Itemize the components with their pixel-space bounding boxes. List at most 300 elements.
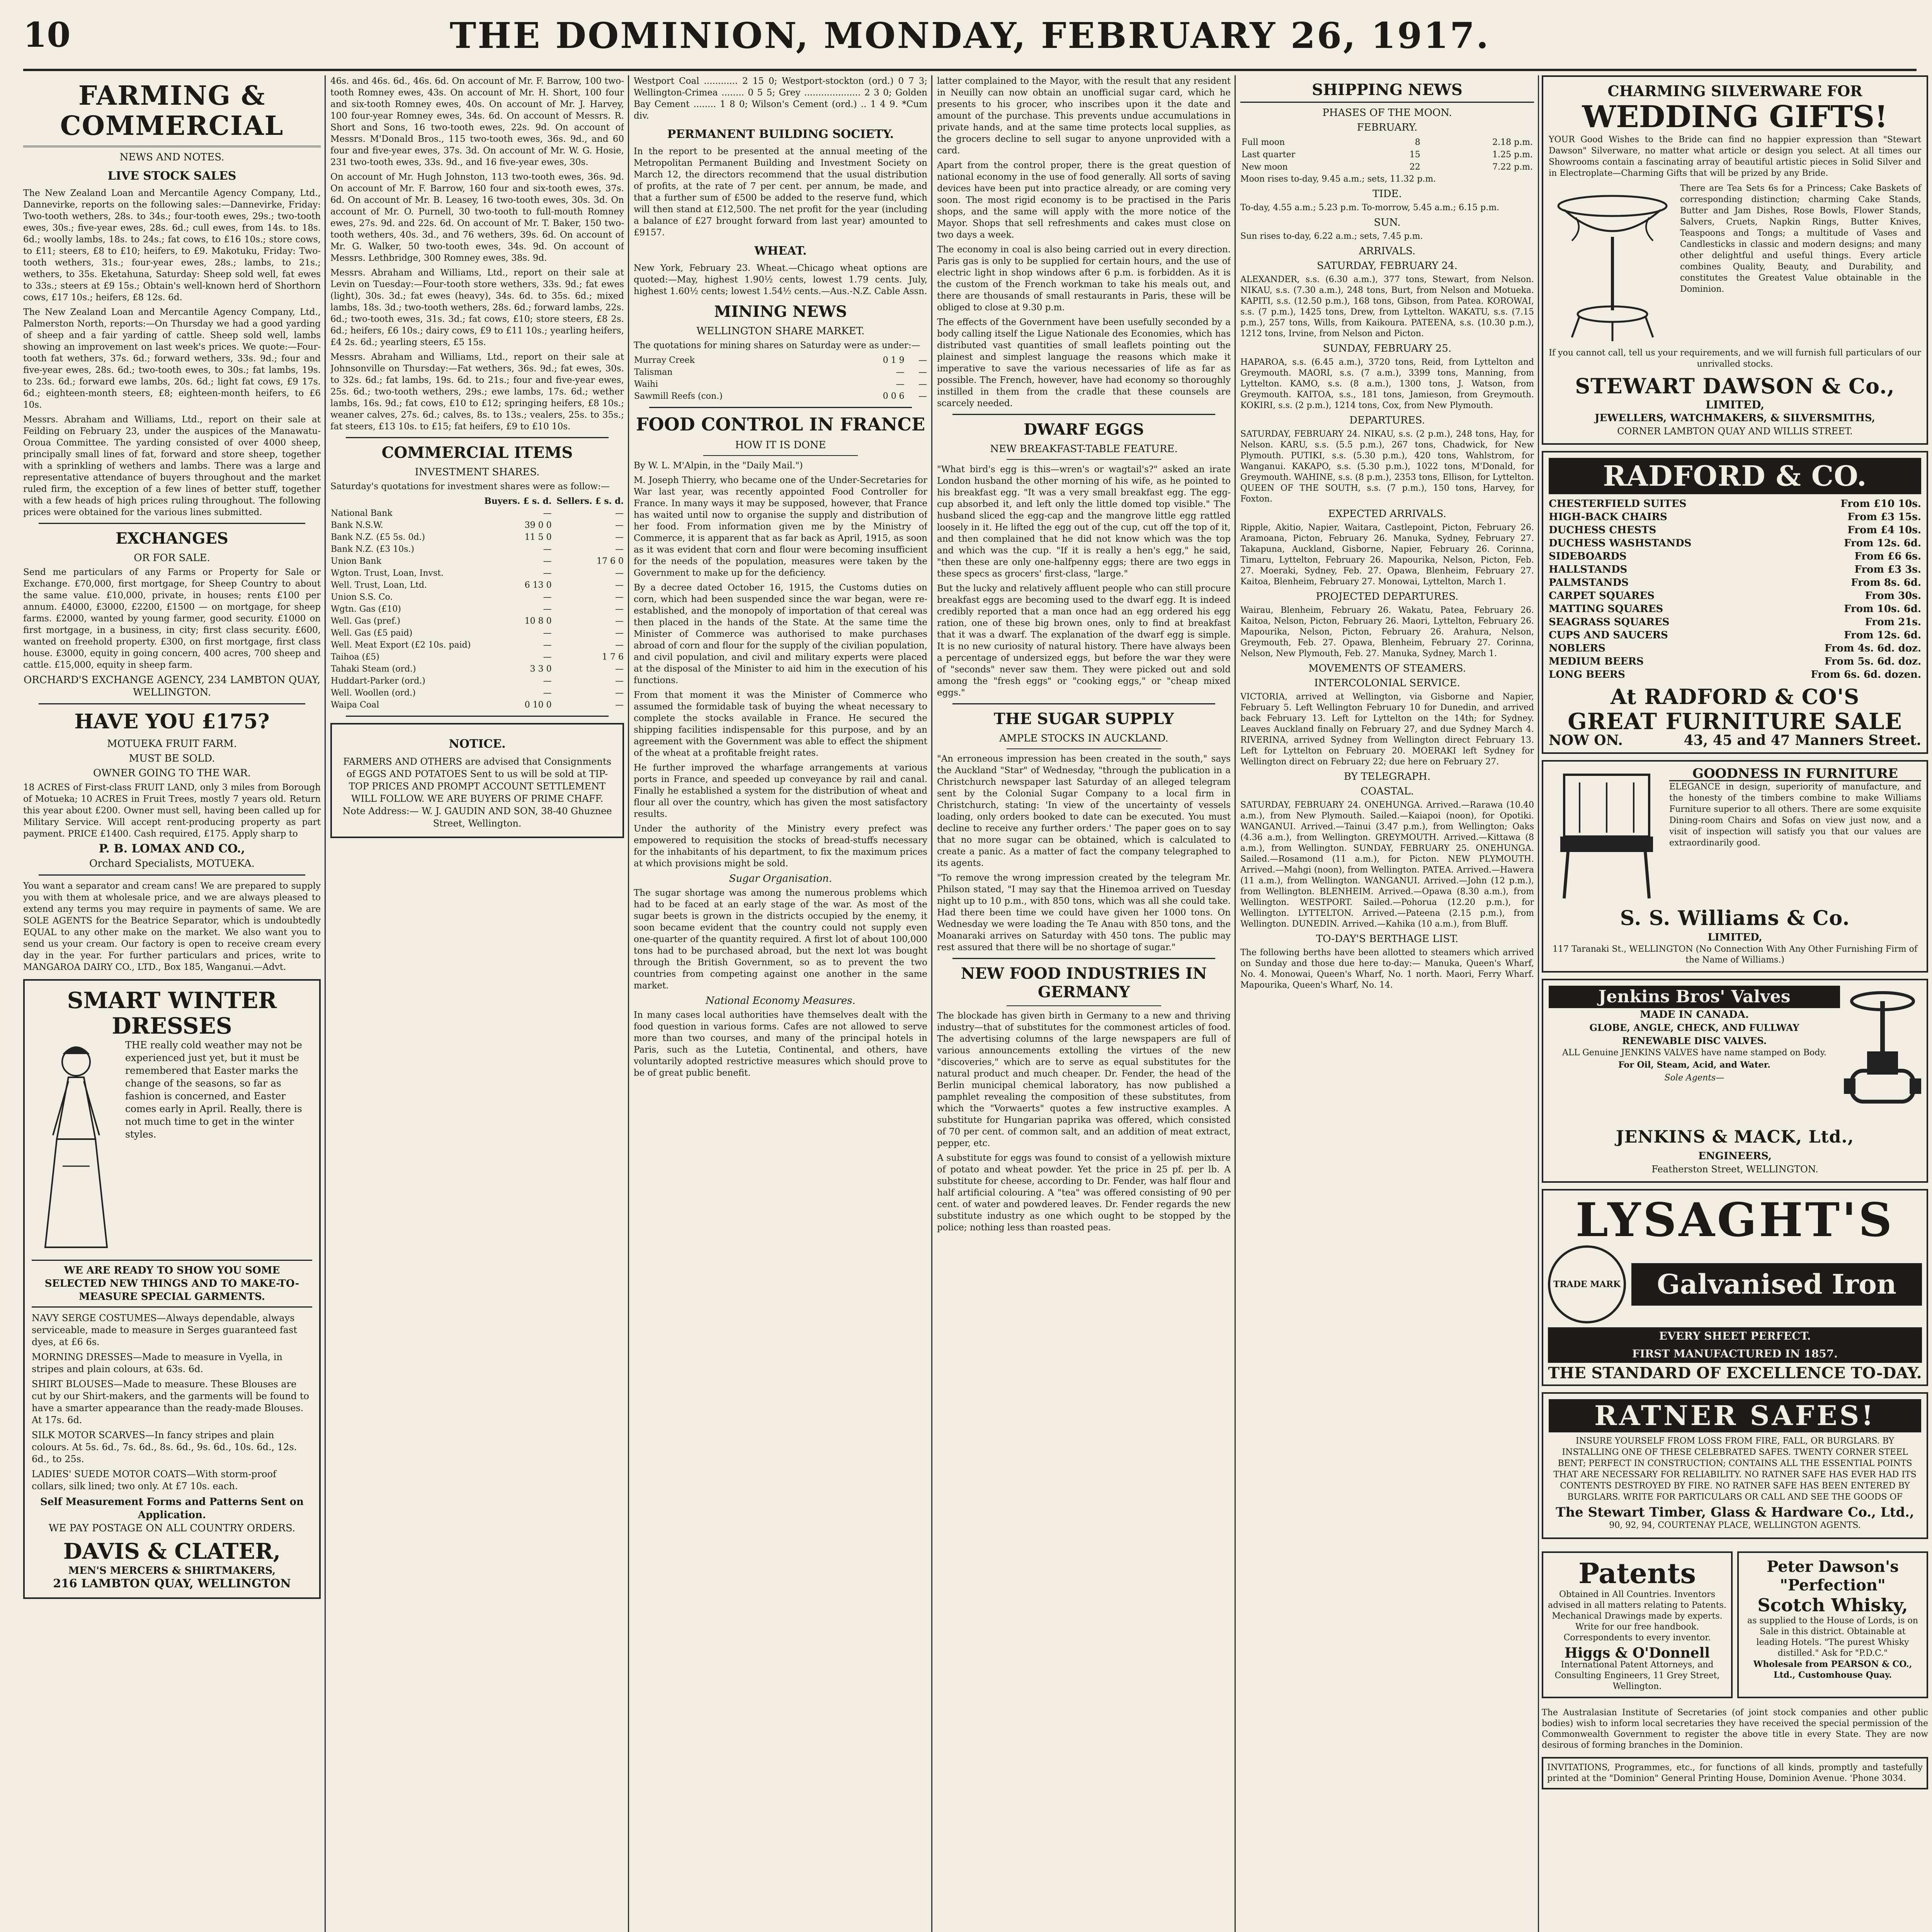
table-cell: 6 13 0 (524, 580, 552, 590)
article-paragraph: But the lucky and relatively affluent people who can still procure breakfast eggs are becoming used to the dwarf egg. It is indeed credibly reported that a man once had an egg ordered his egg ration, one of these big brown ones, only to find at breakfast that it was a dwarf. The explanation of the dwarf egg is simple. It is no new curiosity of natural history. There have always been a percentage of undersized eggs, but before the war they were of "seconds" never saw them. They were picked out and sold among the "fresh eggs" or "cooking eggs," or "cheap mixed eggs." (937, 583, 1231, 698)
divider (39, 874, 305, 876)
notice-text: FARMERS AND OTHERS are advised that Consignments of EGGS AND POTATOES Sent to us will be sold at TIP-TOP PRICES AND PROMPT ACCOUNT SETTLEMENT WILL FOLLOW. WE ARE BUYERS OF PRIME CHAFF. Note Address:— W. J. GAUDIN AND SON, 38-40 Ghuznee Street, Wellington. (342, 756, 612, 829)
table-cell: — (615, 509, 624, 518)
table-row (330, 651, 624, 663)
wheat-heading: WHEAT. (754, 244, 807, 258)
table-cell: 22 (1409, 162, 1420, 172)
sugar-organisation-heading: Sugar Organisation. (729, 873, 832, 884)
price-value: From 4s. 6d. doz. (1824, 643, 1921, 654)
table-row (634, 366, 927, 378)
column-5 (1240, 75, 1534, 1932)
price-row (1549, 668, 1921, 681)
price-value: From £3 3s. (1854, 564, 1921, 575)
price-value: From 12s. 6d. (1844, 537, 1921, 549)
table-cell: — (543, 628, 552, 638)
smart-item: SHIRT BLOUSES—Made to measure. These Blouses are cut by our Shirt-makers, and the garments will be found to have a smarter appearance than the ready-made Blouses. At 17s. 6d. (32, 1379, 309, 1425)
must-be-sold: MUST BE SOLD. (129, 753, 215, 764)
price-value: From £4 10s. (1847, 524, 1921, 536)
radford-now: NOW ON. (1549, 732, 1623, 748)
jenkins-valves-ad (1542, 979, 1928, 1183)
article-paragraph: A substitute for eggs was found to consist of a yellowish mixture of potato and wheat powder. Yet the price in 25 pf. per lb. A substitute for cheese, according to Dr. Fender, was half flour and half artificial colouring. A "tea" was offered consisting of 90 per cent. of water and powdered leaves. Dr. Fender regards the new substitute industry as one which ought to be stopped by the police; nothing less than roasted peas. (937, 1153, 1231, 1233)
table-cell: 0 0 6 (883, 391, 905, 401)
berthage-heading: TO-DAY'S BERTHAGE LIST. (1316, 933, 1459, 945)
intercolonial-heading: INTERCOLONIAL SERVICE. (1314, 677, 1460, 689)
table-row (1241, 162, 1533, 173)
divider (346, 716, 609, 717)
expected-heading: EXPECTED ARRIVALS. (1328, 508, 1446, 520)
divider (39, 523, 305, 524)
article-paragraph: On account of Mr. Hugh Johnston, 113 two-tooth ewes, 36s. 9d. On account of Mr. F. Barrow, 160 four and six-tooth ewes, 37s. 6d. On account of Mr. B. Leasey, 16 two-tooth ewes, 30s. 3d. On account of Mr. O. Purnell, 30 two-tooth to full-mouth Romney ewes, 27s. 9d. and 22s. 6d. On account of Mr. T. Baker, 150 two-tooth wethers, 40s. 3d., and 76 wethers, 39s. 6d. On account of Mr. G. Walker, 50 two-tooth ewes, 34s. 9d. On account of Messrs. Lethbridge, 300 Romney ewes, 38s. 9d. (330, 172, 624, 263)
ratner-firm: The Stewart Timber, Glass & Hardware Co., Ltd., (1556, 1505, 1914, 1520)
article-paragraph: "What bird's egg is this—wren's or wagtail's?" asked an irate London husband the other morning of his wife, as he pointed to his breakfast egg. "It was a very small breakfast egg. The egg-cup absorbed it, and left only the little domed top visible." The husband sliced the egg-cap and the mangrove little egg rattled loosely in it. He lifted the egg out of the cup, cut off the top of it, and then complained that he did not know which was the top and which was the cup. "If it is really a hen's egg," he said, "then these are only one-halfpenny eggs; there are two eggs in these specs as grocers' first-class, "large." (937, 464, 1231, 579)
table-cell: Full moon (1242, 138, 1285, 147)
williams-address: 117 Taranaki St., WELLINGTON (No Connection With Any Other Furnishing Firm of the Name of Williams.) (1553, 944, 1917, 965)
divider (952, 958, 1215, 959)
price-value: From 12s. 6d. (1844, 629, 1921, 641)
table-cell: Well. Woollen (ord.) (331, 688, 416, 698)
arrivals-heading: ARRIVALS. (1359, 245, 1416, 257)
silverware-call: If you cannot call, tell us your requirements, and we will furnish full particulars of our unrivalled stocks. (1549, 348, 1921, 369)
column-rule (325, 75, 326, 1932)
tide-text: To-day, 4.55 a.m.; 5.23 p.m. To-morrow, 5.45 a.m.; 6.15 p.m. (1240, 203, 1500, 213)
column-3 (634, 75, 927, 1932)
table-cell: 17 6 0 (597, 556, 624, 566)
silverware-title: WEDDING GIFTS! (1582, 99, 1888, 134)
price-item: CARPET SQUARES (1549, 590, 1655, 602)
table-cell: — (615, 592, 624, 602)
mining-note: The quotations for mining shares on Saturday were as under:— (634, 340, 920, 350)
table-header (330, 495, 480, 507)
smart-ad-ready: WE ARE READY TO SHOW YOU SOME SELECTED NEW THINGS AND TO MAKE-TO-MEASURE SPECIAL GARMENTS. (32, 1260, 312, 1308)
table-cell: — (615, 544, 624, 554)
article-paragraph: From that moment it was the Minister of Commerce who assumed the formidable task of buying the wheat necessary to complete the stocks available in France. He secured the shipping facilities indispensable for this purpose, and by an agreement with the Government was able to effect the shipment of the wheat at a profitable freight rates. (634, 690, 927, 758)
table-cell: — (615, 520, 624, 530)
article-paragraph: M. Joseph Thierry, who became one of the Under-Secretaries for War last year, was recently appointed Food Controller for France. In many ways it may be supposed, however, that France has waited until now to organise the supply and distribution of her food. From information given me by the Ministry of Commerce, it is apparent that as far back as April, 1915, as soon as it was evident that corn and flour were becoming insufficient for the needs of the population, measures were taken by the Government to make up for the deficiency. (634, 475, 927, 578)
divider (649, 407, 912, 408)
price-row (1549, 642, 1921, 655)
price-item: MATTING SQUARES (1549, 603, 1663, 615)
price-row (1549, 563, 1921, 576)
goodness-text: ELEGANCE in design, superiority of manufacture, and the honesty of the timbers combine to make Williams Furniture superior to all others. There are some exquisite Dining-room Chairs and Sofas on view just now, and a visit of inspection will satisfy you that our values are extraordinarily good. (1669, 782, 1921, 848)
price-value: From 21s. (1865, 616, 1921, 628)
table-header: Buyers. £ s. d. (484, 496, 552, 506)
live-stock-heading: LIVE STOCK SALES (107, 169, 236, 183)
article-paragraph: The New Zealand Loan and Mercantile Agency Company, Ltd., Dannevirke, reports on the following sales:—Dannevirke, Friday: Two-tooth wethers, 28s. to 34s.; four-tooth ewes, 29s.; two-tooth ewes, 30s.; five-year ewes, 28s. 6d.; cull ewes, from 14s. to 18s. 6d.; woolly lambs, 18s. to 24s.; fat cows, to £16 10s.; store cows, to £11; steers, £8 to £10; heifers, to £9. Makotuku, Friday: Two-tooth wethers, 31s.; four-year ewes, 28s.; lambs, to 21s.; wethers, to 35s. Eketahuna, Saturday: Sheep sold well, fat ewes to 33s.; steers at £9 15s.; Obtain's well-known herd of Shorthorn cows, £17 10s.; heifers, £8 12s. 6d. (23, 188, 321, 303)
sun-text: Sun rises to-day, 6.22 a.m.; sets, 7.45 p.m. (1240, 231, 1423, 241)
price-row (1549, 510, 1921, 524)
price-item: SIDEBOARDS (1549, 551, 1627, 562)
patents-text: Obtained in All Countries. Inventors advised in all matters relating to Patents. Mechanical Drawings made by experts. Write for our free handbook. Correspondents to every inventor. (1548, 1590, 1726, 1643)
shipping-heading: SHIPPING NEWS (1240, 81, 1534, 103)
lady-figure-icon (32, 1039, 121, 1255)
price-row (1549, 616, 1921, 629)
projected-text: Wairau, Blenheim, February 26. Wakatu, Patea, February 26. Kaitoa, Nelson, Picton, February 26. Maori, Lyttelton, February 26. Mapourika, Nelson, Picton, February 26. Arahura, Nelson, Greymouth, Feb. 27. Opawa, Blenheim, February 27. Corinna, Nelson, New Plymouth, Feb. 27. Manuka, Sydney, March 1. (1240, 605, 1534, 658)
lysaght-perfect: EVERY SHEET PERFECT. (1548, 1327, 1922, 1345)
investment-heading: INVESTMENT SHARES. (415, 466, 540, 478)
table-cell: 3 3 0 (530, 664, 552, 674)
table-row (1241, 137, 1533, 148)
table-cell: Tahaki Steam (ord.) (331, 664, 416, 674)
column-4 (937, 75, 1231, 1932)
column-rule (1235, 75, 1236, 1932)
smart-ad-title: SMART WINTER DRESSES (67, 987, 277, 1039)
table-row (330, 639, 624, 651)
commercial-heading: COMMERCIAL ITEMS (381, 444, 573, 462)
notice-heading: NOTICE. (449, 737, 506, 751)
ratner-name: RATNER SAFES! (1549, 1399, 1921, 1432)
davis-address: 216 LAMBTON QUAY, WELLINGTON (53, 1577, 291, 1590)
smart-postage: WE PAY POSTAGE ON ALL COUNTRY ORDERS. (48, 1522, 296, 1534)
table-cell: Last quarter (1242, 150, 1296, 160)
exchanges-subheading: OR FOR SALE. (134, 552, 210, 564)
ratner-address: 90, 92, 94, COURTENAY PLACE, WELLINGTON AGENTS. (1609, 1520, 1861, 1530)
table-cell: 1.25 p.m. (1492, 150, 1533, 160)
trade-mark-label: TRADE MARK (1553, 1279, 1621, 1289)
stewart-dawson-name: STEWART DAWSON & Co., (1575, 374, 1895, 398)
table-cell: Well. Trust, Loan, Ltd. (331, 580, 427, 590)
table-cell: Union S.S. Co. (331, 592, 393, 602)
table-cell: — (543, 509, 552, 518)
exchanges-heading: EXCHANGES (116, 529, 228, 548)
projected-heading: PROJECTED DEPARTURES. (1316, 591, 1459, 602)
table-cell: — (543, 688, 552, 698)
table-header: Sellers. £ s. d. (556, 496, 624, 506)
table-cell: — (543, 556, 552, 566)
table-cell: — (543, 592, 552, 602)
williams-ltd: LIMITED, (1708, 932, 1762, 943)
lomax-sub: Orchard Specialists, MOTUEKA. (89, 858, 255, 869)
table-cell: Well. Gas (£5 paid) (331, 628, 413, 638)
table-cell: New moon (1242, 162, 1288, 172)
stewart-ltd: LIMITED, (1705, 398, 1765, 411)
price-row (1549, 629, 1921, 642)
smart-ad-intro: THE really cold weather may not be experienced just yet, but it must be remembered that Easter marks the change of the seasons, so far as fashion is concerned, and Easter comes early in April. Really, there is not much time to get in the winter styles. (125, 1039, 302, 1140)
departures-text: SATURDAY, FEBRUARY 24. NIKAU, s.s. (2 p.m.), 248 tons, Hay, for Nelson. KARU, s.s. (5.5 p.m.), 267 tons, Chadwick, for New Plymouth. PUTIKI, s.s. (5.30 p.m.), 420 tons, Wahlstrom, for Wanganui. KAKAPO, s.s. (5.30 p.m.), 1022 tons, M'Donald, for Greymouth. WAHINE, s.s. (8 p.m.), 2353 tons, Ellison, for Lyttelton. QUEEN OF THE SOUTH, s.s. (7 p.m.), 150 tons, Harvey, for Foxton. (1240, 429, 1534, 504)
davis-sub: MEN'S MERCERS & SHIRTMAKERS, (68, 1565, 276, 1577)
table-cell: 10 8 0 (524, 616, 552, 626)
notice-ad (330, 723, 624, 838)
divider (1007, 459, 1161, 460)
lysaght-name: LYSAGHT'S (1575, 1193, 1895, 1247)
table-row (330, 663, 624, 675)
price-item: DUCHESS WASHSTANDS (1549, 537, 1692, 549)
williams-name: S. S. Williams & Co. (1620, 906, 1850, 930)
table-cell: Bank N.S.W. (331, 520, 383, 530)
jenkins-renewable: RENEWABLE DISC VALVES. (1622, 1035, 1767, 1046)
section-title: FARMING & COMMERCIAL (23, 81, 321, 147)
telegraph-heading: BY TELEGRAPH. (1344, 771, 1431, 782)
price-value: From 6s. 6d. dozen. (1811, 669, 1921, 680)
table-cell: — (896, 367, 905, 377)
radford-price-list (1549, 497, 1921, 681)
bottom-ads-row (1542, 1545, 1928, 1704)
article-paragraph: The effects of the Government have been usefully seconded by a body calling itself the Ligue Nationale des Economies, which has distributed vast quantities of small leaflets pointing out the plainest and simplest language the reasons which make it imperative to save the various necessaries of life as far as possible. The French, however, have had economy so thoroughly instilled in them from the cradle that these counsels are scarcely needed. (937, 317, 1231, 408)
table-cell: Murray Creek (634, 355, 695, 365)
table-row (330, 615, 624, 627)
table-cell: — (543, 652, 552, 662)
table-row (330, 507, 624, 519)
divider (39, 703, 305, 704)
dawson-agents: Wholesale from PEARSON & CO., Ltd., Customhouse Quay. (1753, 1659, 1912, 1680)
food-byline: By W. L. M'Alpin, in the "Daily Mail.") (634, 461, 803, 471)
table-cell: Bank N.Z. (£3 10s.) (331, 544, 414, 554)
mining-heading: MINING NEWS (714, 303, 847, 321)
price-item: MEDIUM BEERS (1549, 656, 1644, 667)
smart-item: MORNING DRESSES—Made to measure in Vyella, in stripes and plain colours, at 63s. 6d. (32, 1352, 282, 1374)
owner-going: OWNER GOING TO THE WAR. (93, 767, 251, 779)
sugar-supply-heading: THE SUGAR SUPPLY (993, 710, 1174, 728)
table-row (634, 390, 927, 402)
table-cell: — (615, 640, 624, 650)
invitations-notice: INVITATIONS, Programmes, etc., for functions of all kinds, promptly and tastefully printed at the "Dominion" General Printing House, Dominion Avenue. 'Phone 3034. (1542, 1757, 1928, 1789)
article-paragraph: In many cases local authorities have themselves dealt with the food question in various forms. Cafes are not allowed to serve more than two courses, and many of the principal hotels in Paris, such as the Lutetia, Continental, and others, have voluntarily adopted restrictive measures which should prove to be of great public benefit. (634, 1010, 927, 1078)
table-cell: Well. Gas (pref.) (331, 616, 401, 626)
table-cell: — (543, 676, 552, 686)
article-paragraph: New York, February 23. Wheat.—Chicago wheat options are quoted:—May, highest 1.90½ cents, lowest 1.79 cents. July, highest 1.60½ cents; lowest 1.54½ cents.—Aus.-N.Z. Cable Assn. (634, 263, 927, 296)
table-row (330, 531, 624, 543)
article-paragraph: Apart from the control proper, there is the great question of national economy in the use of food generally. All sorts of saving devices have been put into practice already, or are coming very soon. The most rigid economy is to be practised in the Paris shops, and the same will apply with the more notice of the Mayor. Shops that sell refreshments and cakes must close on two days a week. (937, 160, 1231, 240)
price-row (1549, 550, 1921, 563)
table-cell: — (615, 628, 624, 638)
patents-heading: Patents (1578, 1557, 1696, 1590)
article-paragraph: 46s. and 46s. 6d., 46s. 6d. On account of Mr. F. Barrow, 100 two-tooth Romney ewes, 43s. On account of Mr. H. Short, 100 four and six-tooth Romney ewes, 40s. On account of Mr. J. Harvey, 100 four-year Romney ewes, 34s. 6d. On account of Messrs. R. Short and Sons, 16 two-tooth ewes, 22s. 9d. On account of Messrs. M'Donald Bros., 115 two-tooth ewes, 36s. 9d., and 60 four and five-year ewes, 37s. 3d. On account of Mr. W. G. Hosie, 231 two-tooth ewes, 33s. 9d., and 16 five-year ewes, 30s. (330, 76, 624, 167)
table-cell: Huddart-Parker (ord.) (331, 676, 425, 686)
chair-icon (1549, 767, 1665, 906)
article-paragraph: You want a separator and cream cans! We are prepared to supply you with them at wholesale price, and we are always pleased to extend any terms you may require in payments of same. We are SOLE AGENTS for the Beatrice Separator, which is undoubtedly EQUAL to any other make on the market. We also want you to send us your cream. Our factory is open to receive cream every day in the year. For further particulars and prices, write to MANGAROA DAIRY CO., LTD., Box 185, Wanganui.—Advt. (23, 881, 321, 972)
table-cell: — (615, 568, 624, 578)
table-cell: — (896, 379, 905, 389)
table-cell: — (615, 532, 624, 542)
table-cell: Wgtn. Gas (£10) (331, 604, 401, 614)
institute-notice: The Australasian Institute of Secretaries (of joint stock companies and other public bodies) wish to inform local secretaries they have received the special permission of the Commonwealth Government to register the above title in every State. They are now desirous of forming branches in the Dominion. (1542, 1708, 1928, 1750)
dawson-product: Scotch Whisky, (1757, 1595, 1908, 1616)
article-paragraph: The blockade has given birth in Germany to a new and thriving industry—that of substitutes for the commonest articles of food. The advertising columns of the large newspapers are full of various announcements extolling the virtues of the new "discoveries," which are to serve as equal substitutes for the natural product and much cheaper. Dr. Fender, the head of the Berlin municipal chemical laboratory, has now published a pamphlet revealing the composition of these substitutes, from which the "Vorwaerts" quotes a few instructive examples. A substitute for Hungarian paprika was offered, which consisted of 70 per cent. of common salt, and an addition of meat extract, pepper, etc. (937, 1011, 1231, 1148)
advertisement-column (1542, 75, 1928, 1932)
article-paragraph: He further improved the wharfage arrangements at various ports in France, and speeded up conveyance by rail and canal. Finally he established a system for the distribution of wheat and flour all over the country, which has given the most satisfactory results. (634, 763, 927, 819)
arrivals-date: SUNDAY, FEBRUARY 25. (1323, 343, 1452, 354)
cake-stand-icon (1549, 183, 1676, 345)
jenkins-agents: Sole Agents— (1664, 1073, 1725, 1083)
have-you-heading: HAVE YOU £175? (74, 710, 270, 733)
table-row (634, 354, 927, 366)
dawson-perfection: "Perfection" (1780, 1576, 1886, 1594)
article-paragraph: 18 ACRES of First-class FRUIT LAND, only 3 miles from Borough of Motueka; 10 ACRES in Fruit Trees, mostly 7 years old. Return this year about £200. Owner must sell, having been called up for Military Service. Will accept rent-producing property as part payment. PRICE £1400. Cash required, £175. Apply sharp to (23, 782, 321, 839)
lysaght-standard: THE STANDARD OF EXCELLENCE TO-DAY. (1548, 1364, 1922, 1382)
sugar-supply-subheading: AMPLE STOCKS IN AUCKLAND. (999, 733, 1168, 744)
lomax-name: P. B. LOMAX AND CO., (99, 842, 245, 855)
jenkins-for: For Oil, Steam, Acid, and Water. (1618, 1060, 1770, 1070)
price-item: NOBLERS (1549, 643, 1605, 654)
price-value: From £3 15s. (1847, 511, 1921, 523)
column-rule (628, 75, 629, 1932)
article-paragraph: The New Zealand Loan and Mercantile Agency Company, Ltd., Palmerston North, reports:—On Thursday we had a good yarding of sheep and a fair yarding of cattle. Sheep sold well, lambs showing an improvement on last week's prices. We quote:—Four-tooth fat wethers, 37s. 6d.; forward wethers, 33s. 9d.; four and five-year ewes, 28s. 6d.; two-tooth ewes, to 30s.; fat lambs, 19s. to 23s. 6d.; forward ewe lambs, 20s. 6d.; light fat cows, £9 17s. 6d.; eighteen-month steers, £8; eighteen-month heifers, to £6 10s. (23, 307, 321, 410)
table-cell: — (615, 580, 624, 590)
price-row (1549, 589, 1921, 602)
table-cell: 2.18 p.m. (1492, 138, 1533, 147)
price-item: HALLSTANDS (1549, 564, 1628, 575)
column-2 (330, 75, 624, 1932)
table-row (330, 591, 624, 603)
table-cell: Sawmill Reefs (con.) (634, 391, 723, 401)
article-paragraph: Messrs. Abraham and Williams, Ltd., report on their sale at Levin on Tuesday:—Four-tooth store wethers, 33s. 9d.; fat ewes (light), 30s. 3d.; fat ewes (heavy), 34s. 6d. to 35s. 6d.; mixed lambs, 18s. 3d.; two-tooth wethers, 28s. 6d.; forward lambs, 22s. 6d.; two-tooth ewes, 31s. 3d.; fat cows, £10; store steers, £8 2s. 6d.; heifers, £6 10s.; dairy cows, £9 to £11 10s.; yearling heifers, £4 2s. 6d.; yearling steers, £5 15s. (330, 268, 624, 347)
table-cell: — (543, 604, 552, 614)
article-paragraph: The sugar shortage was among the numerous problems which had to be faced at an early stage of the war. As most of the sugar beets is grown in the districts occupied by the enemy, it soon became evident that the country could not supply even one-quarter of the quantity required. A first lot of about 100,000 tons had to be purchased abroad, but the next lot was bought through the British Government, so as to prevent the two countries from competing against one another in the same market. (634, 888, 927, 991)
news-heading: NEWS AND NOTES. (119, 151, 224, 163)
article-paragraph: "To remove the wrong impression created by the telegram Mr. Philson stated, "I may say that the Hinemoa arrived on Tuesday night up to 10 p.m., with 850 tons, which was all she could take. Had there been time we could have given her 1000 tons. On Wednesday we were loading the Te Anau with 850 tons, and the Moanaraki arrives on Saturday with 450 tons. The public may rest assured that there will be no shortage of sugar." (937, 873, 1231, 952)
table-row (330, 675, 624, 687)
arrivals-text: HAPAROA, s.s. (6.45 a.m.), 3720 tons, Reid, from Lyttelton and Greymouth. MAORI, s.s. (7 a.m.), 3399 tons, Manning, from Lyttelton. KAMO, s.s. (8 a.m.), 1300 tons, J. Watson, from Greymouth. KAITOA, s.s., 181 tons, Jamieson, from Greymouth. KOKIRI, s.s. (2 p.m.), 1214 tons, Cox, from New Plymouth. (1240, 357, 1534, 410)
investment-note: Saturday's quotations for investment shares were as follow:— (330, 481, 610, 492)
jenkins-genuine: ALL Genuine JENKINS VALVES have name stamped on Body. (1562, 1048, 1827, 1058)
movements-heading: MOVEMENTS OF STEAMERS. (1308, 663, 1466, 674)
goodness-heading: GOODNESS IN FURNITURE (1669, 767, 1921, 781)
moon-heading: PHASES OF THE MOON. (1322, 107, 1452, 119)
lysaght-ad (1542, 1189, 1928, 1386)
article-paragraph: In the report to be presented at the annual meeting of the Metropolitan Permanent Building and Investment Society on March 12, the directors recommend that the usual distribution of profits, at the rate of 7 per cent. per annum, be made, and that a further sum of £500 be added to the reserve fund, which will then stand at £12,500. The net profit for the year (including a balance of £27 brought forward from last year) amounted to £9157. (634, 146, 927, 238)
table-cell: Bank N.Z. (£5 5s. 0d.) (331, 532, 425, 542)
dwarf-eggs-subheading: NEW BREAKFAST-TABLE FEATURE. (990, 443, 1178, 455)
food-heading: FOOD CONTROL IN FRANCE (636, 414, 925, 435)
table-cell: — (615, 616, 624, 626)
article-paragraph: Messrs. Abraham and Williams, Ltd., report on their sale at Feilding on February 23, under the auspices of the Manawatu-Oroua Committee. The yarding consisted of over 4000 sheep, principally small lines of fat, forward and store sheep, together with a sprinkling of wethers and lambs. There was a large and representative attendance of buyers throughout and the market ruled firm, the exception of a few lines of better stuff, together with a few heads of high prices ruling throughout. The following prices were obtained for the various lines submitted. (23, 415, 321, 517)
jenkins-made: MADE IN CANADA. (1640, 1009, 1749, 1020)
agency-line: ORCHARD'S EXCHANGE AGENCY, 234 LAMBTON QUAY, WELLINGTON. (23, 674, 321, 698)
sun-heading: SUN. (1374, 217, 1401, 228)
ratner-safes-ad (1542, 1392, 1928, 1539)
expected-text: Ripple, Akitio, Napier, Waitara, Castlepoint, Picton, February 26. Aramoana, Picton, February 26. Manuka, Sydney, February 27. Takapuna, Auckland, Gisborne, Napier, February 26. Corinna, Timaru, Lyttelton, February 26. Mapourika, Nelson, Picton, Feb. 27. Moeraki, Sydney, Feb. 27. Opawa, Blenheim, February 27. Kaitoa, Blenheim, February 27. Monowai, Lyttelton, March 1. (1240, 523, 1534, 587)
article-paragraph: latter complained to the Mayor, with the result that any resident in Neuilly can now obtain an unofficial sugar card, which he presents to his grocer, who inscribes upon it the date and amount of the purchase. This prevents undue accumulations in private hands, and at the same time protects local supplies, as the grocers decline to sell sugar to anyone unprovided with a card. (937, 76, 1231, 156)
table-cell: — (543, 544, 552, 554)
germany-heading: NEW FOOD INDUSTRIES IN GERMANY (961, 964, 1207, 1001)
moon-line: Moon rises to-day, 9.45 a.m.; sets, 11.32 p.m. (1240, 174, 1436, 184)
table-row (330, 519, 624, 531)
silverware-text: YOUR Good Wishes to the Bride can find no happier expression than "Stewart Dawson" Silverware, no matter what article or design you select. At all times our Showrooms contain a fascinating array of beautiful artistic pieces in Solid Silver and in Electroplate—Charming Gifts that will be prized by any Bride. (1549, 135, 1921, 178)
table-cell: Wgton. Trust, Loan, Invst. (331, 568, 444, 578)
table-cell: 0 10 0 (524, 700, 552, 710)
shares-table-body (330, 507, 624, 711)
table-row (330, 627, 624, 639)
radford-address: 43, 45 and 47 Manners Street. (1684, 732, 1921, 748)
arrivals-date: SATURDAY, FEBRUARY 24. (1316, 260, 1458, 272)
smart-item: LADIES' SUEDE MOTOR COATS—With storm-proof collars, silk lined; two only. At £7 10s. each. (32, 1469, 276, 1492)
dawson-name: Peter Dawson's (1767, 1558, 1899, 1576)
table-cell: Union Bank (331, 556, 381, 566)
tide-heading: TIDE. (1372, 188, 1402, 200)
price-value: From £6 6s. (1854, 551, 1921, 562)
shares-table (330, 495, 624, 711)
table-cell: — (615, 664, 624, 674)
mining-table (634, 354, 927, 402)
price-row (1549, 602, 1921, 616)
table-cell: — (615, 688, 624, 698)
table-cell: Waihi (634, 379, 658, 389)
coal-shares: Westport Coal ............ 2 15 0; Westport-stockton (ord.) 0 7 3; Wellington-Crimea ........ 0 5 5; Grey .................... 2 3 0; Golden Bay Cement ........ 1 8 0; Wilson's Cement (ord.) .. 1 4 9. *Cum div. (634, 76, 927, 121)
intercolonial-text: VICTORIA, arrived at Wellington, via Gisborne and Napier, February 5. Left Wellington February 10 for Dunedin, and arrived back February 13. Left for Lyttelton on the 14th; for Sydney. Leaves Auckland finally on February 27, and due Sydney March 4. RIVERINA, arrived Sydney from Wellington direct February 13. Left for Lyttelton on February 20. MOERAKI left Sydney for Wellington direct on February 22; due here on February 27. (1240, 692, 1534, 767)
divider (952, 414, 1215, 415)
valve-icon (1844, 986, 1921, 1125)
table-row (1241, 149, 1533, 161)
stewart-trades: JEWELLERS, WATCHMAKERS, & SILVERSMITHS, (1595, 412, 1875, 424)
coastal-heading: COASTAL. (1360, 786, 1414, 797)
table-cell: — (918, 355, 927, 365)
mining-subheading: WELLINGTON SHARE MARKET. (696, 325, 865, 337)
smart-item: SILK MOTOR SCARVES—In fancy stripes and plain colours. At 5s. 6d., 7s. 6d., 8s. 6d., 9s. 6d., 10s. 6d., 12s. 6d., to 25s. (32, 1430, 297, 1464)
moon-table (1240, 136, 1534, 174)
national-economy-heading: National Economy Measures. (706, 995, 855, 1007)
dawson-text: as supplied to the House of Lords, is on Sale in this district. Obtainable at leading Hotels. "The purest Whisky distilled." Ask for "P.D.C." (1747, 1616, 1918, 1658)
dwarf-eggs-heading: DWARF EGGS (1024, 420, 1144, 439)
price-row (1549, 576, 1921, 589)
column-rule (931, 75, 932, 1932)
trade-mark-icon (1548, 1245, 1626, 1323)
price-row (1549, 655, 1921, 668)
table-row (330, 603, 624, 615)
article-paragraph: Send me particulars of any Farms or Property for Sale or Exchange. £70,000, first mortgage, for Sheep Country to about the same value. £10,000, private, in houses; rents £100 per annum. £4000, £3000, £2200, £1500 — on mortgage, for sheep farms. £2000, wanted by young farmer, good security. £1000 on first mortgage, in a business, in city; first class security. £600, wanted on freehold property. £300, on first mortgage, first class house. £3000, equity in going concern, 400 acres, 700 sheep and cattle. £15,000, equity in sheep farm. (23, 567, 321, 670)
davis-name: DAVIS & CLATER, (63, 1539, 281, 1564)
moon-table-body (1241, 137, 1533, 173)
price-row (1549, 537, 1921, 550)
table-row (330, 699, 624, 711)
table-row (330, 567, 624, 579)
table-cell: — (615, 676, 624, 686)
arrivals-text: ALEXANDER, s.s. (6.30 a.m.), 377 tons, Stewart, from Nelson. NIKAU, s.s. (7.30 a.m.), 248 tons, Burt, from Nelson and Motueka. KAPITI, s.s. (12.50 p.m.), 168 tons, Gibson, from Patea. KOROWAI, s.s. (7 p.m.), 1425 tons, Drew, from Lyttelton. WAKATU, s.s. (7.15 p.m.), 257 tons, Wills, from Kaikoura. PATEENA, s.s. (10.30 p.m.), 1212 tons, Irvine, from Nelson and Picton. (1240, 275, 1534, 338)
smart-forms: Self Measurement Forms and Patterns Sent on Application. (40, 1496, 304, 1521)
permanent-heading: PERMANENT BUILDING SOCIETY. (667, 128, 894, 141)
silverware-heading: CHARMING SILVERWARE FOR (1607, 82, 1862, 100)
table-cell: — (615, 700, 624, 710)
table-cell: 7.22 p.m. (1492, 162, 1533, 172)
article-paragraph: "An erroneous impression has been created in the south," says the Auckland "Star" of Wednesday, "through the publication in a Christchurch newspaper last Saturday of an alleged telegram sent by the Colonial Sugar Company to a local firm in Christchurch, stating: 'In view of the uncertainty of vessels loading, only orders booked to date can be executed. You must decline to receive any further orders.' The paper goes on to say that no more sugar can be obtained, which is calculated to create a panic. As a matter of fact the company telegraphed to its agents. (937, 754, 1231, 868)
table-cell: National Bank (331, 509, 393, 518)
jenkins-engineers: ENGINEERS, (1698, 1150, 1772, 1162)
page-number: 10 (23, 15, 71, 55)
divider (346, 437, 609, 438)
price-item: CUPS AND SAUCERS (1549, 629, 1668, 641)
article-paragraph: Messrs. Abraham and Williams, Ltd., report on their sale at Johnsonville on Thursday:—Fat wethers, 36s. 9d.; fat ewes, 30s. to 32s. 6d.; fat lambs, 19s. 6d. to 21s.; four and five-year ewes, 25s. 6d.; two-tooth wethers, 29s.; ewe lambs, 17s. 6d.; wether lambs, 16s. 9d.; fat cows, £10 to £12; springing heifers, £8 10s.; weaner calves, 27s. 6d.; calves, 8s. to 13s.; vealers, 25s. to 35s.; fat steers, £13 10s. to £15; fat heifers, £9 to £10 10s. (330, 352, 624, 432)
price-value: From 30s. (1865, 590, 1921, 602)
table-cell: — (918, 367, 927, 377)
stewart-address: CORNER LAMBTON QUAY AND WILLIS STREET. (1617, 426, 1853, 437)
table-cell: 0 1 9 (883, 355, 905, 365)
price-item: PALMSTANDS (1549, 577, 1629, 588)
table-cell: — (543, 568, 552, 578)
table-cell: 1 7 6 (602, 652, 624, 662)
price-item: HIGH-BACK CHAIRS (1549, 511, 1667, 523)
price-value: From 8s. 6d. (1851, 577, 1921, 588)
silverware-side-text: There are Tea Sets 6s for a Princess; Cake Baskets of corresponding distinction; charming Cake Stands, Butter and Jam Dishes, Rose Bowls, Flower Stands, Salvers, Cruets, Napkin Rings, Butter Knives, Teaspoons and Tongs; a multitude of Vases and Candlesticks in classic and modern designs; and many other delightful and useful things. Every article combines Quality, Beauty, and Durability, and constitutes the Greatest Value obtainable in the Dominion. (1680, 184, 1921, 294)
higgs-text: International Patent Attorneys, and Consulting Engineers, 11 Grey Street, Wellington. (1554, 1660, 1720, 1691)
table-row (330, 579, 624, 591)
table-cell: 39 0 0 (524, 520, 552, 530)
radford-ad (1542, 451, 1928, 754)
price-item: CHESTERFIELD SUITES (1549, 498, 1687, 510)
column-1 (23, 75, 321, 1932)
radford-sale: GREAT FURNITURE SALE (1568, 708, 1902, 735)
article-paragraph: The economy in coal is also being carried out in every direction. Paris gas is only to be supplied for certain hours, and the use of electric light in shop windows after 6 p.m. is forbidden. As it is the custom of the French workman to take his meals out, and there are thousands of small restaurants in Paris, these will be obliged to close at 9.30 p.m. (937, 245, 1231, 313)
newspaper-title: THE DOMINION, MONDAY, FEBRUARY 26, 1917. (449, 15, 1490, 56)
divider (1007, 748, 1161, 749)
patents-ad (1542, 1551, 1733, 1698)
table-cell: 15 (1409, 150, 1420, 160)
article-paragraph: Under the authority of the Ministry every prefect was empowered to requisition the stocks of bread-stuffs necessary for the inhabitants of his department, to fix the maximum prices at which provisions might be sold. (634, 824, 927, 869)
table-cell: Talisman (634, 367, 673, 377)
silverware-ad (1542, 75, 1928, 445)
divider (952, 703, 1215, 704)
divider (703, 455, 858, 456)
price-value: From £10 10s. (1840, 498, 1921, 510)
higgs-name: Higgs & O'Donnell (1564, 1645, 1710, 1661)
jenkins-types: GLOBE, ANGLE, CHECK, AND FULLWAY (1589, 1022, 1799, 1033)
